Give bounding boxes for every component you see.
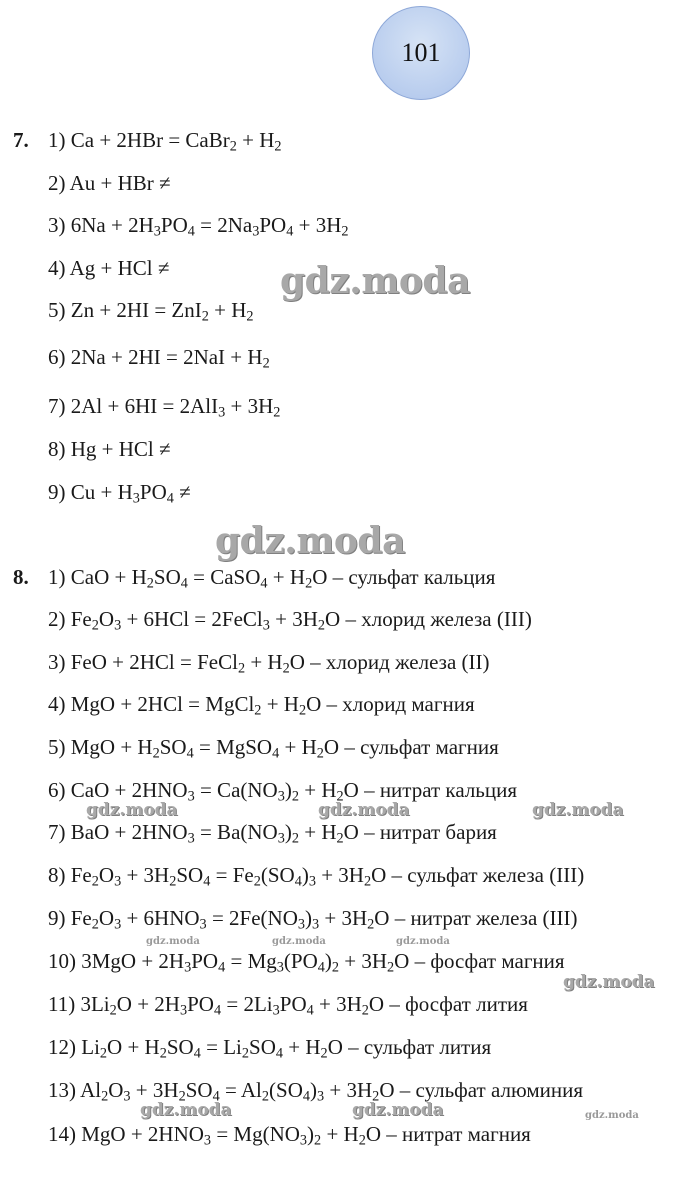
watermark-text: gdz.moda xyxy=(318,800,410,820)
formula-line: 13) $Al_2O_3 + 3H_2SO_4 = Al_2(SO_4)_3 + 3H_2O$ – сульфат алюминия xyxy=(48,1078,584,1105)
formula-line: 5) $Zn + 2HI = ZnI_2 + H_2$ xyxy=(48,298,254,325)
watermark-text: gdz.moda xyxy=(86,800,178,820)
task-8-number: 8. xyxy=(13,565,29,589)
watermark-text: gdz.moda xyxy=(396,936,450,947)
formula-line: 6) CaO + $2HNO_3 = Ca(NO_3)_2 + H_2O$ – нитрат кальция xyxy=(48,778,518,805)
watermark-text: gdz.moda xyxy=(140,1100,232,1120)
formula-line: 14) MgO + $2HNO_3 = Mg(NO_3)_2 + H_2O$ – нитрат магния xyxy=(48,1122,531,1149)
watermark-text: gdz.moda xyxy=(532,800,624,820)
formula-line: 1) Ca + 2HBr = CaBr$_2$ + $H_2$ xyxy=(48,128,282,155)
formula-line: 9) $Fe_2O_3 + 6HNO_3 = 2Fe(NO_3)_3 + 3H_2O$ – нитрат железа (III) xyxy=(48,906,578,933)
watermark-text: gdz.moda xyxy=(272,936,326,947)
task-7-number: 7. xyxy=(13,128,29,152)
formula-line: 5) MgO + $H_2SO_4$ = MgSO$_4$ + $H_2O$ – сульфат магния xyxy=(48,735,499,762)
watermark-text: gdz.moda xyxy=(352,1100,444,1120)
formula-line: 1) CaO + $H_2SO_4$ = CaSO$_4$ + $H_2O$ – сульфат кальция xyxy=(48,565,496,592)
watermark-text: gdz.moda xyxy=(585,1110,639,1121)
formula-line: 7) $2Al + 6HI = 2AlI_3 + 3H_2$ xyxy=(48,394,281,421)
formula-line: 11) $3Li_2O + 2H_3PO_4 = 2Li_3PO_4 + 3H_2O$ – фосфат лития xyxy=(48,992,528,1019)
watermark-text: gdz.moda xyxy=(146,936,200,947)
page-number-badge: 101 xyxy=(372,6,470,100)
formula-line: 10) $3MgO + 2H_3PO_4 = Mg_3(PO_4)_2 + 3H_2O$ – фосфат магния xyxy=(48,949,565,976)
formula-line: 6) $2Na + 2HI = 2NaI + H_2$ xyxy=(48,345,270,372)
formula-line: 4) Ag + HCl ≠ xyxy=(48,256,170,280)
watermark-text: gdz.moda xyxy=(215,520,405,562)
formula-line: 2) $Fe_2O_3 + 6HCl$ = 2FeCl$_3$ + $3H_2O$ – хлорид железа (III) xyxy=(48,607,532,634)
formula-line: 9) $Cu + H_3PO_4$ ≠ xyxy=(48,480,191,507)
formula-line: 3) $6Na + 2H_3PO_4 = 2Na_3PO_4 + 3H_2$ xyxy=(48,213,349,240)
formula-line: 3) FeO + 2HCl = FeCl$_2$ + $H_2O$ – хлорид железа (II) xyxy=(48,650,490,677)
formula-line: 8) Hg + HCl ≠ xyxy=(48,437,171,461)
formula-line: 2) Au + HBr ≠ xyxy=(48,171,171,195)
formula-line: 4) MgO + 2HCl = MgCl$_2$ + $H_2O$ – хлорид магния xyxy=(48,692,475,719)
watermark-text: gdz.moda xyxy=(280,260,470,302)
watermark-text: gdz.moda xyxy=(563,972,655,992)
formula-line: 12) $Li_2O + H_2SO_4 = Li_2SO_4 + H_2O$ – сульфат лития xyxy=(48,1035,492,1062)
formula-line: 7) BaO + $2HNO_3 = Ba(NO_3)_2 + H_2O$ – нитрат бария xyxy=(48,820,497,847)
formula-line: 8) $Fe_2O_3 + 3H_2SO_4 = Fe_2(SO_4)_3 + 3H_2O$ – сульфат железа (III) xyxy=(48,863,585,890)
